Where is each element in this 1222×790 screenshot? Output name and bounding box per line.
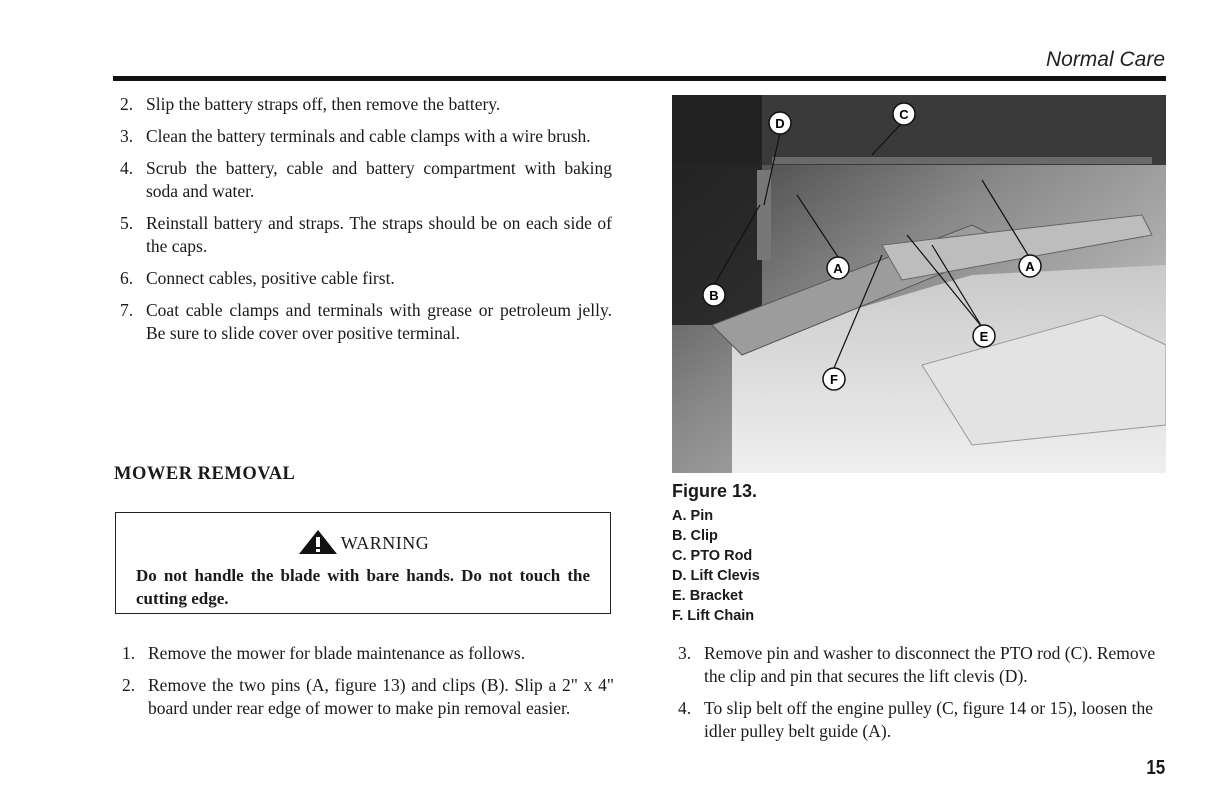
list-item: 2. Remove the two pins (A, figure 13) and clips (B). Slip a 2" x 4" board under rear edge of mower to make pin removal easier.: [122, 675, 614, 718]
list-item: 5. Reinstall battery and straps. The straps should be on each side of the caps.: [120, 213, 612, 256]
list-item: 2. Slip the battery straps off, then remove the battery.: [120, 94, 501, 114]
callout-a-left: [827, 257, 849, 279]
callout-d: [769, 112, 791, 134]
callout-a-right-label: A: [1025, 259, 1035, 274]
legend-item: F. Lift Chain: [672, 608, 755, 624]
callout-f: [823, 368, 845, 390]
callout-b-label: B: [709, 288, 719, 303]
warning-box: [115, 512, 611, 614]
list-item: 4. Scrub the battery, cable and battery compartment with baking soda and water.: [120, 158, 612, 201]
callout-c: [893, 103, 915, 125]
list-item: 7. Coat cable clamps and terminals with grease or petroleum jelly. Be sure to slide cover over positive terminal.: [120, 300, 612, 343]
warning-text: Do not handle the blade with bare hands. Do not touch the cutting edge.: [136, 566, 590, 608]
warning-title: WARNING: [116, 529, 610, 560]
list-item: 4. To slip belt off the engine pulley (C, figure 14 or 15), loosen the idler pulley belt guide (A).: [678, 698, 1153, 741]
callout-b: [703, 284, 725, 306]
warning-icon: [297, 529, 339, 560]
list-item: 3. Remove pin and washer to disconnect the PTO rod (C). Remove the clip and pin that secures the lift clevis (D).: [678, 643, 1156, 686]
callout-a-left-label: A: [833, 261, 843, 276]
belt-steps-list: [672, 642, 1168, 752]
list-item: 1. Remove the mower for blade maintenance as follows.: [122, 643, 526, 663]
pto-rod: [772, 157, 1152, 164]
header-rule: [113, 76, 1166, 81]
figure-legend: [672, 506, 760, 626]
page-header-title: Normal Care: [1045, 48, 1165, 71]
figure-title: Figure 13.: [672, 481, 758, 501]
callout-e-label: E: [979, 329, 989, 344]
figure-13-photo: [672, 95, 1166, 473]
battery-steps-list: [114, 93, 612, 354]
legend-item: A. Pin: [672, 508, 714, 524]
legend-item: C. PTO Rod: [672, 548, 753, 564]
callout-e: [973, 325, 995, 347]
list-item: 3. Clean the battery terminals and cable clamps with a wire brush.: [120, 126, 591, 146]
section-heading: MOWER REMOVAL: [114, 464, 296, 484]
callout-a-right: [1019, 255, 1041, 277]
list-item: 6. Connect cables, positive cable first.: [120, 268, 395, 288]
legend-item: B. Clip: [672, 528, 718, 544]
callout-d-label: D: [775, 116, 785, 131]
callout-c-label: C: [899, 107, 909, 122]
legend-item: D. Lift Clevis: [672, 568, 760, 584]
page-number: 15: [1146, 757, 1165, 779]
legend-item: E. Bracket: [672, 588, 743, 604]
callout-f-label: F: [830, 372, 838, 387]
mower-removal-steps-list: [116, 642, 614, 729]
